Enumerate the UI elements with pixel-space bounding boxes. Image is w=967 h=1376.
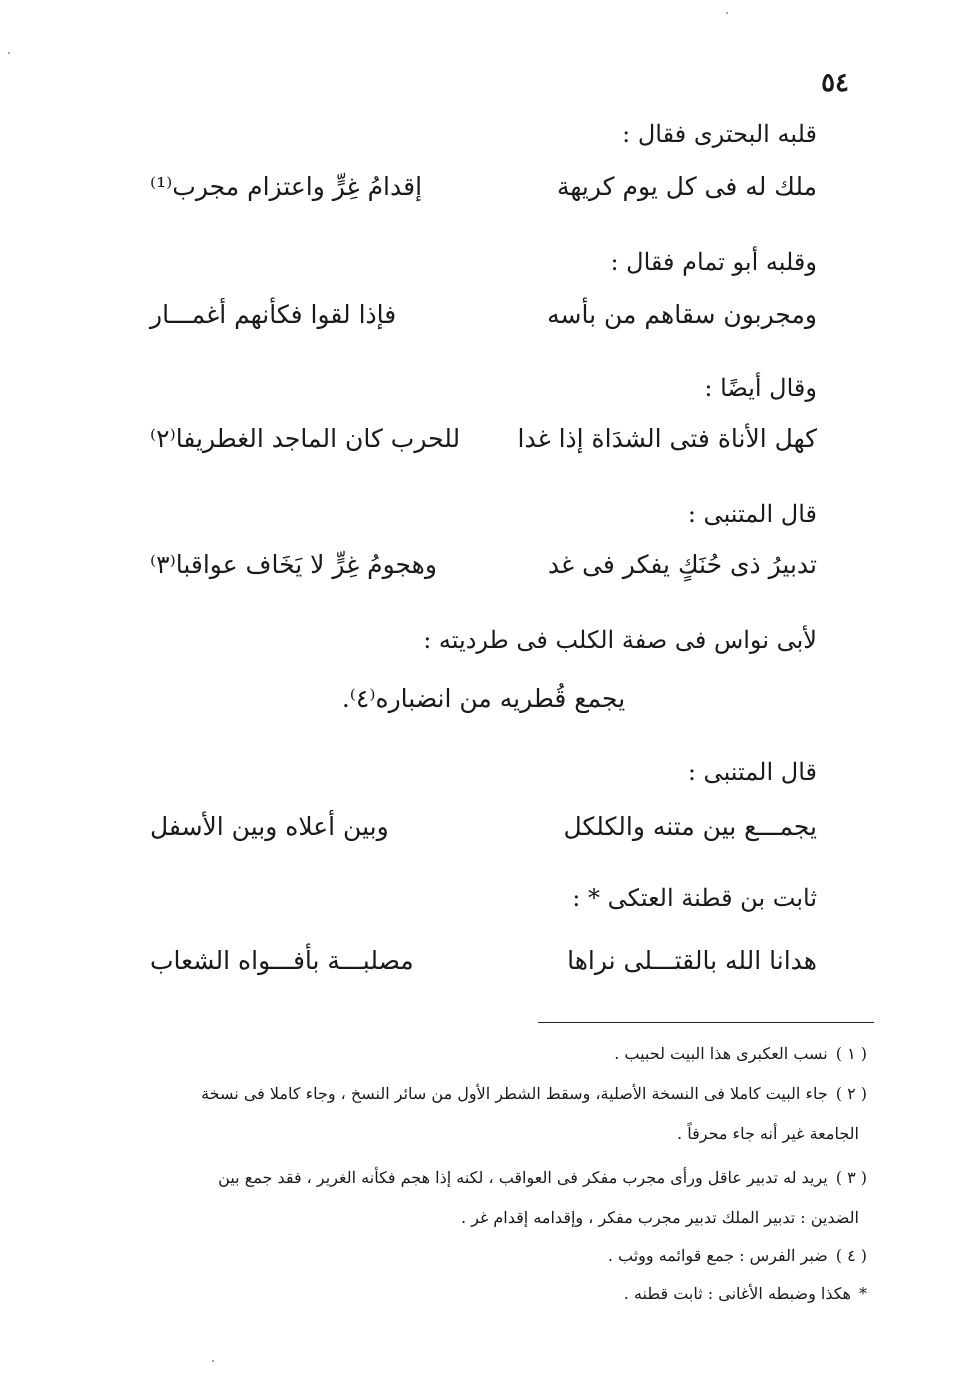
verse-first-hemistich: يجمـــع بين متنه والكلكل xyxy=(563,812,817,841)
footnote-text: ضبر الفرس : جمع قوائمه ووثب . xyxy=(607,1246,828,1265)
footnote-line xyxy=(95,1042,867,1065)
single-verse-line: يجمع قُطريه من انضباره⁽٤⁾. xyxy=(341,684,626,713)
footnote-text: الجامعة غير أنه جاء محرفاً . xyxy=(677,1124,859,1143)
footnote-text: جاء البيت كاملا فى النسخة الأصلية، وسقط الشطر الأول من سائر النسخ ، وجاء كاملا فى نسخة xyxy=(201,1084,828,1103)
page-number: ٥٤ xyxy=(821,68,849,98)
section-intro: ثابت بن قطنة العتكى * : xyxy=(572,884,817,912)
scan-speck xyxy=(726,12,728,14)
footnote-text: يريد له تدبير عاقل ورأى مجرب مفكر فى العواقب ، لكنه إذا هجم فكأنه الغرير ، فقد جمع بين xyxy=(218,1168,828,1187)
verse-first-hemistich: هدانا الله بالقتـــلى نراها xyxy=(567,946,817,975)
footnote-text: هكذا وضبطه الأغانى : ثابت قطنه . xyxy=(623,1284,851,1303)
footnote-line xyxy=(95,1122,867,1145)
verse-first-hemistich: تدبيرُ ذى حُنَكٍ يفكر فى غد xyxy=(547,550,817,579)
verse-first-hemistich: ملك له فى كل يوم كريهة xyxy=(556,172,817,201)
footnote-number: ( ٣ ) xyxy=(835,1168,867,1187)
scan-speck xyxy=(8,52,10,54)
footnote-line xyxy=(95,1166,867,1189)
section-intro: قال المتنبى : xyxy=(687,500,817,528)
section-intro: قلبه البحترى فقال : xyxy=(622,120,817,148)
section-intro: وقال أيضًا : xyxy=(704,374,817,402)
scan-speck xyxy=(212,1360,214,1362)
verse-second-hemistich: فإذا لقوا فكأنهم أغمـــار xyxy=(150,300,397,329)
verse-second-hemistich: مصلبـــة بأفـــواه الشعاب xyxy=(150,946,414,975)
verse-first-hemistich: كهل الأناة فتى الشدَاة إذا غدا xyxy=(517,424,817,453)
footnote-number: ( ١ ) xyxy=(835,1044,867,1063)
footnote-number: ( ٤ ) xyxy=(835,1246,867,1265)
footnote-number: ( ٢ ) xyxy=(835,1084,867,1103)
footnote-line xyxy=(95,1282,867,1305)
section-intro: وقلبه أبو تمام فقال : xyxy=(610,248,817,276)
verse-second-hemistich: وهجومُ غِرٍّ لا يَخَاف عواقبا⁽٣⁾ xyxy=(150,550,437,579)
section-intro: قال المتنبى : xyxy=(687,758,817,786)
footnote-line xyxy=(95,1206,867,1229)
footnote-text: الضدين : تدبير الملك تدبير مجرب مفكر ، وإقدامه إقدام غر . xyxy=(460,1208,859,1227)
footnote-text: نسب العكبرى هذا البيت لحبيب . xyxy=(614,1044,828,1063)
verse-second-hemistich: للحرب كان الماجد الغطريفا⁽٢⁾ xyxy=(150,424,461,453)
footnote-line xyxy=(95,1244,867,1267)
verse-second-hemistich: إقدامُ غِرٍّ واعتزام مجرب⁽¹⁾ xyxy=(150,172,423,201)
section-intro: لأبى نواس فى صفة الكلب فى طرديته : xyxy=(423,626,817,654)
footnote-number: * xyxy=(859,1284,867,1303)
footnote-line xyxy=(95,1082,867,1105)
verse-first-hemistich: ومجربون سقاهم من بأسه xyxy=(547,300,817,329)
footnote-separator xyxy=(538,1022,874,1023)
verse-second-hemistich: وبين أعلاه وبين الأسفل xyxy=(150,812,389,841)
